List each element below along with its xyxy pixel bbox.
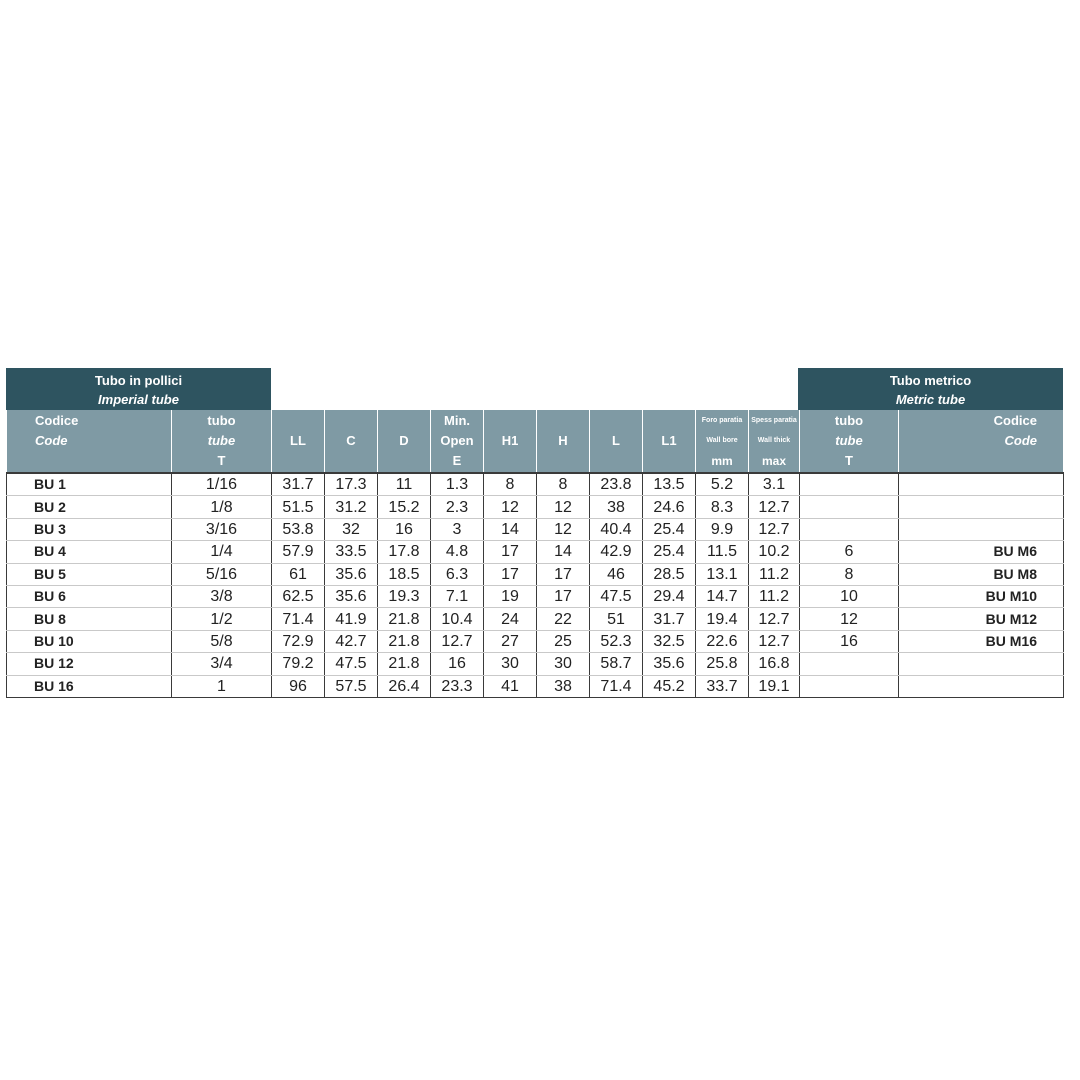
cell-h1: 27 [484, 630, 537, 652]
cell-l: 47.5 [590, 585, 643, 607]
cell-h1: 14 [484, 518, 537, 540]
cell-d: 21.8 [378, 630, 431, 652]
cell-metric-code [899, 473, 1064, 496]
cell-l1: 32.5 [643, 630, 696, 652]
cell-wall-thick: 12.7 [749, 518, 800, 540]
header-min-open-l3: E [452, 453, 462, 468]
header-min-open [431, 410, 484, 473]
cell-l: 40.4 [590, 518, 643, 540]
cell-c: 33.5 [325, 541, 378, 563]
cell-wall-thick: 19.1 [749, 675, 800, 697]
header-wall-bore-it: Foro paratia [701, 417, 743, 424]
cell-metric-code: BU M6 [899, 541, 1064, 563]
cell-tube: 1/8 [172, 496, 272, 518]
cell-code: BU 1 [7, 473, 172, 496]
cell-wall-bore: 25.8 [696, 653, 749, 675]
cell-c: 35.6 [325, 563, 378, 585]
header-wall-thick [749, 410, 800, 473]
header-d: D [378, 410, 431, 473]
table-row [7, 473, 1064, 496]
cell-metric-tube [800, 473, 899, 496]
cell-e: 7.1 [431, 585, 484, 607]
header-tube-it: tubo [207, 413, 236, 428]
cell-h: 8 [537, 473, 590, 496]
cell-e: 1.3 [431, 473, 484, 496]
header-metric-tube [800, 410, 899, 473]
cell-d: 16 [378, 518, 431, 540]
cell-wall-thick: 10.2 [749, 541, 800, 563]
cell-d: 21.8 [378, 653, 431, 675]
cell-wall-bore: 19.4 [696, 608, 749, 630]
cell-h1: 17 [484, 563, 537, 585]
table-row [7, 608, 1064, 630]
cell-d: 17.8 [378, 541, 431, 563]
cell-metric-code [899, 675, 1064, 697]
cell-wall-bore: 33.7 [696, 675, 749, 697]
header-code-it: Codice [35, 413, 79, 428]
cell-wall-bore: 5.2 [696, 473, 749, 496]
cell-d: 11 [378, 473, 431, 496]
cell-ll: 31.7 [272, 473, 325, 496]
cell-tube: 5/16 [172, 563, 272, 585]
cell-metric-code: BU M16 [899, 630, 1064, 652]
header-min-open-l2: Open [440, 433, 474, 448]
cell-c: 17.3 [325, 473, 378, 496]
header-wall-bore [696, 410, 749, 473]
header-row [7, 410, 1064, 473]
header-code-en: Code [35, 433, 68, 448]
cell-metric-tube [800, 675, 899, 697]
cell-c: 57.5 [325, 675, 378, 697]
cell-wall-bore: 14.7 [696, 585, 749, 607]
cell-l1: 35.6 [643, 653, 696, 675]
cell-c: 32 [325, 518, 378, 540]
cell-l1: 28.5 [643, 563, 696, 585]
cell-metric-code [899, 496, 1064, 518]
cell-l: 42.9 [590, 541, 643, 563]
cell-h1: 24 [484, 608, 537, 630]
cell-c: 41.9 [325, 608, 378, 630]
header-wall-thick-en: Wall thick [757, 437, 791, 444]
header-wall-thick-it: Spess paratia [751, 417, 797, 424]
header-metric-tube-it: tubo [834, 413, 864, 428]
cell-code: BU 8 [7, 608, 172, 630]
fitting-spec-table [6, 410, 1064, 698]
cell-metric-tube: 12 [800, 608, 899, 630]
cell-wall-thick: 11.2 [749, 585, 800, 607]
cell-h: 38 [537, 675, 590, 697]
cell-e: 2.3 [431, 496, 484, 518]
cell-wall-bore: 9.9 [696, 518, 749, 540]
header-c: C [325, 410, 378, 473]
cell-ll: 96 [272, 675, 325, 697]
cell-h1: 8 [484, 473, 537, 496]
header-h1: H1 [484, 410, 537, 473]
cell-h: 12 [537, 518, 590, 540]
cell-code: BU 4 [7, 541, 172, 563]
cell-metric-code: BU M8 [899, 563, 1064, 585]
cell-ll: 61 [272, 563, 325, 585]
cell-metric-tube [800, 518, 899, 540]
header-metric-tube-sym: T [845, 453, 853, 468]
header-l: L [590, 410, 643, 473]
cell-code: BU 12 [7, 653, 172, 675]
cell-d: 19.3 [378, 585, 431, 607]
cell-tube: 5/8 [172, 630, 272, 652]
cell-e: 3 [431, 518, 484, 540]
cell-l: 52.3 [590, 630, 643, 652]
cell-wall-bore: 11.5 [696, 541, 749, 563]
cell-metric-code: BU M12 [899, 608, 1064, 630]
cell-wall-thick: 16.8 [749, 653, 800, 675]
cell-metric-tube: 8 [800, 563, 899, 585]
cell-wall-thick: 12.7 [749, 496, 800, 518]
cell-ll: 79.2 [272, 653, 325, 675]
table-row [7, 541, 1064, 563]
cell-h1: 12 [484, 496, 537, 518]
table-row [7, 653, 1064, 675]
cell-tube: 3/8 [172, 585, 272, 607]
cell-l1: 25.4 [643, 518, 696, 540]
cell-e: 16 [431, 653, 484, 675]
cell-metric-tube [800, 653, 899, 675]
cell-h: 22 [537, 608, 590, 630]
table-row [7, 675, 1064, 697]
cell-tube: 3/16 [172, 518, 272, 540]
header-metric-code-it: Codice [993, 413, 1037, 428]
cell-tube: 3/4 [172, 653, 272, 675]
cell-metric-tube: 10 [800, 585, 899, 607]
cell-h: 12 [537, 496, 590, 518]
cell-metric-code: BU M10 [899, 585, 1064, 607]
cell-d: 26.4 [378, 675, 431, 697]
header-wall-bore-en: Wall bore [706, 437, 738, 444]
table-row [7, 496, 1064, 518]
cell-ll: 51.5 [272, 496, 325, 518]
cell-code: BU 6 [7, 585, 172, 607]
imperial-tube-group-header [6, 368, 271, 411]
metric-title-en: Metric tube [895, 392, 966, 407]
header-metric-code [899, 410, 1064, 473]
imperial-title-it: Tubo in pollici [94, 373, 183, 388]
cell-l: 51 [590, 608, 643, 630]
cell-metric-code [899, 518, 1064, 540]
cell-l: 58.7 [590, 653, 643, 675]
cell-ll: 53.8 [272, 518, 325, 540]
header-ll: LL [272, 410, 325, 473]
table-row [7, 563, 1064, 585]
cell-h1: 30 [484, 653, 537, 675]
cell-wall-bore: 13.1 [696, 563, 749, 585]
cell-c: 31.2 [325, 496, 378, 518]
cell-h1: 41 [484, 675, 537, 697]
cell-tube: 1/2 [172, 608, 272, 630]
cell-d: 15.2 [378, 496, 431, 518]
cell-l: 71.4 [590, 675, 643, 697]
cell-metric-tube: 16 [800, 630, 899, 652]
cell-l1: 13.5 [643, 473, 696, 496]
header-min-open-l1: Min. [444, 413, 470, 428]
cell-h: 14 [537, 541, 590, 563]
header-code [7, 410, 172, 473]
cell-d: 21.8 [378, 608, 431, 630]
cell-wall-thick: 12.7 [749, 630, 800, 652]
cell-e: 6.3 [431, 563, 484, 585]
cell-e: 10.4 [431, 608, 484, 630]
cell-e: 4.8 [431, 541, 484, 563]
cell-code: BU 10 [7, 630, 172, 652]
cell-code: BU 5 [7, 563, 172, 585]
cell-e: 12.7 [431, 630, 484, 652]
cell-l: 46 [590, 563, 643, 585]
cell-code: BU 2 [7, 496, 172, 518]
cell-l1: 31.7 [643, 608, 696, 630]
header-h: H [537, 410, 590, 473]
cell-c: 47.5 [325, 653, 378, 675]
cell-h: 17 [537, 585, 590, 607]
cell-metric-tube: 6 [800, 541, 899, 563]
header-tube [172, 410, 272, 473]
cell-l1: 24.6 [643, 496, 696, 518]
header-metric-tube-en: tube [835, 433, 863, 448]
cell-c: 35.6 [325, 585, 378, 607]
cell-wall-thick: 3.1 [749, 473, 800, 496]
metric-title-it: Tubo metrico [889, 373, 972, 388]
cell-ll: 62.5 [272, 585, 325, 607]
metric-tube-group-header [798, 368, 1063, 411]
cell-code: BU 16 [7, 675, 172, 697]
cell-tube: 1 [172, 675, 272, 697]
header-tube-sym: T [217, 453, 226, 468]
header-l1: L1 [643, 410, 696, 473]
cell-l: 23.8 [590, 473, 643, 496]
cell-wall-bore: 8.3 [696, 496, 749, 518]
cell-d: 18.5 [378, 563, 431, 585]
cell-l1: 29.4 [643, 585, 696, 607]
cell-wall-bore: 22.6 [696, 630, 749, 652]
cell-ll: 71.4 [272, 608, 325, 630]
table-row [7, 585, 1064, 607]
cell-metric-tube [800, 496, 899, 518]
cell-tube: 1/4 [172, 541, 272, 563]
cell-wall-thick: 11.2 [749, 563, 800, 585]
cell-ll: 72.9 [272, 630, 325, 652]
cell-c: 42.7 [325, 630, 378, 652]
table-row [7, 630, 1064, 652]
cell-ll: 57.9 [272, 541, 325, 563]
cell-h: 25 [537, 630, 590, 652]
cell-metric-code [899, 653, 1064, 675]
table-row [7, 518, 1064, 540]
cell-wall-thick: 12.7 [749, 608, 800, 630]
cell-code: BU 3 [7, 518, 172, 540]
cell-e: 23.3 [431, 675, 484, 697]
cell-l: 38 [590, 496, 643, 518]
header-wall-thick-unit: max [761, 454, 787, 468]
cell-l1: 25.4 [643, 541, 696, 563]
header-metric-code-en: Code [1004, 433, 1037, 448]
cell-h1: 17 [484, 541, 537, 563]
cell-h1: 19 [484, 585, 537, 607]
cell-h: 17 [537, 563, 590, 585]
cell-tube: 1/16 [172, 473, 272, 496]
imperial-title-en: Imperial tube [98, 392, 179, 407]
header-tube-en: tube [207, 433, 236, 448]
cell-l1: 45.2 [643, 675, 696, 697]
cell-h: 30 [537, 653, 590, 675]
header-wall-bore-unit: mm [711, 454, 733, 468]
